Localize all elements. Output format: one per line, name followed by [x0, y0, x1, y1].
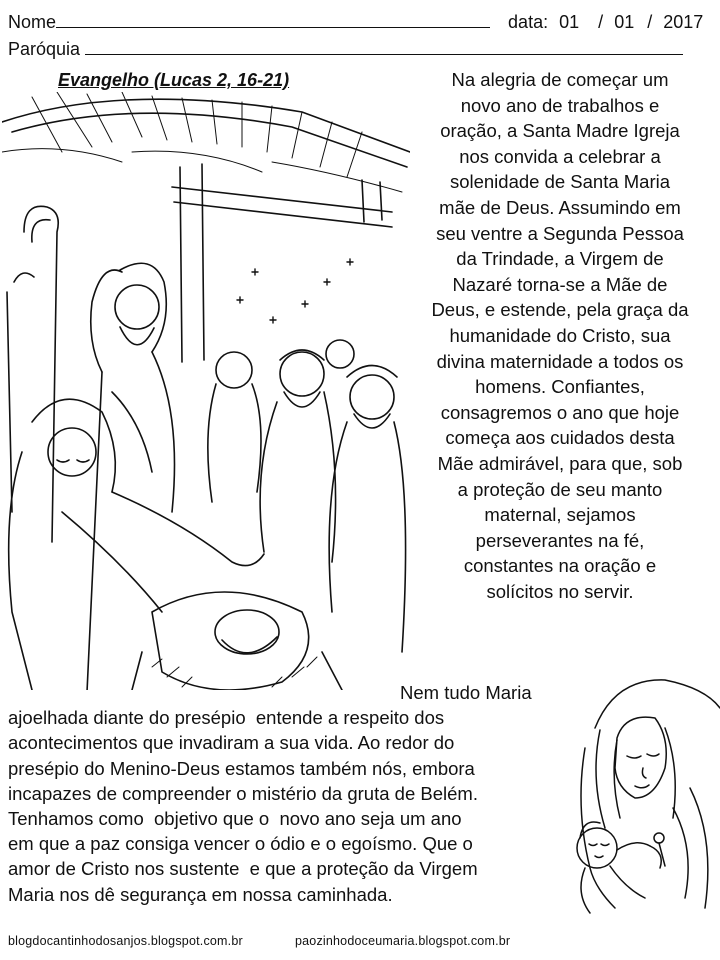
text-line: homens. Confiantes, [475, 376, 645, 398]
text-line: a proteção de seu manto [457, 478, 663, 500]
madonna-illustration [555, 668, 720, 918]
footer-blog-link-1[interactable]: blogdocantinhodosanjos.blogspot.com.br [8, 934, 243, 948]
text-line: consagremos o ano que hoje [440, 401, 680, 423]
text-line: solícitos no servir. [486, 580, 634, 602]
intro-paragraph [405, 67, 715, 604]
text-line: Nazaré torna-se a Mãe de [452, 273, 668, 295]
text-line: Tenhamos como objetivo que o novo ano seja um ano [8, 808, 462, 830]
text-line: Nem tudo Maria [400, 682, 532, 703]
text-line: solenidade de Santa Maria [449, 171, 671, 193]
parish-label: Paróquia [8, 39, 81, 59]
nativity-illustration [2, 92, 410, 690]
text-line: Mãe admirável, para que, sob [437, 452, 683, 474]
text-line: Maria nos dê segurança em nossa caminhada. [8, 883, 393, 905]
text-line: presépio do Menino-Deus estamos também nós, embora [8, 757, 475, 779]
reflection-paragraph [8, 680, 568, 907]
text-line: Na alegria de começar um [451, 69, 669, 90]
name-blank-line[interactable] [56, 11, 490, 28]
text-line: mãe de Deus. Assumindo em [439, 196, 681, 218]
text-line: humanidade do Cristo, sua [449, 324, 671, 346]
text-line: constantes na oração e [463, 555, 657, 577]
parish-blank-line[interactable] [85, 38, 683, 55]
date-separator: / [647, 12, 653, 32]
text-line: amor de Cristo nos sustente e que a proteção da Virgem [8, 858, 478, 880]
name-label: Nome [8, 12, 57, 32]
text-line: da Trindade, a Virgem de [456, 248, 664, 270]
text-line: nos convida a celebrar a [459, 145, 661, 167]
footer-blog-link-2[interactable]: paozinhodoceumaria.blogspot.com.br [295, 934, 511, 948]
text-line: ajoelhada diante do presépio entende a respeito dos [8, 707, 445, 729]
date-month: 01 [614, 12, 635, 32]
text-line: incapazes de compreender o mistério da gruta de Belém. [8, 782, 478, 804]
text-line: oração, a Santa Madre Igreja [440, 120, 680, 142]
gospel-title: Evangelho (Lucas 2, 16-21) [58, 70, 290, 90]
text-line: divina maternidade a todos os [436, 350, 684, 372]
text-line: acontecimentos que invadiram a sua vida. Ao redor do [8, 732, 455, 754]
name-row [8, 11, 703, 33]
text-line: seu ventre a Segunda Pessoa [436, 222, 684, 244]
date-separator: / [598, 12, 604, 32]
text-line: começa aos cuidados desta [445, 427, 675, 449]
text-line: perseverantes na fé, [475, 529, 645, 551]
date-label: data: [508, 12, 549, 32]
text-line: Deus, e estende, pela graça da [431, 299, 689, 321]
parish-row [8, 38, 683, 60]
text-line: novo ano de trabalhos e [460, 94, 660, 116]
date-day: 01 [559, 12, 580, 32]
text-line: em que a paz consiga vencer o ódio e o egoísmo. Que o [8, 833, 473, 855]
text-line: maternal, sejamos [484, 504, 636, 526]
date-year: 2017 [663, 12, 704, 32]
